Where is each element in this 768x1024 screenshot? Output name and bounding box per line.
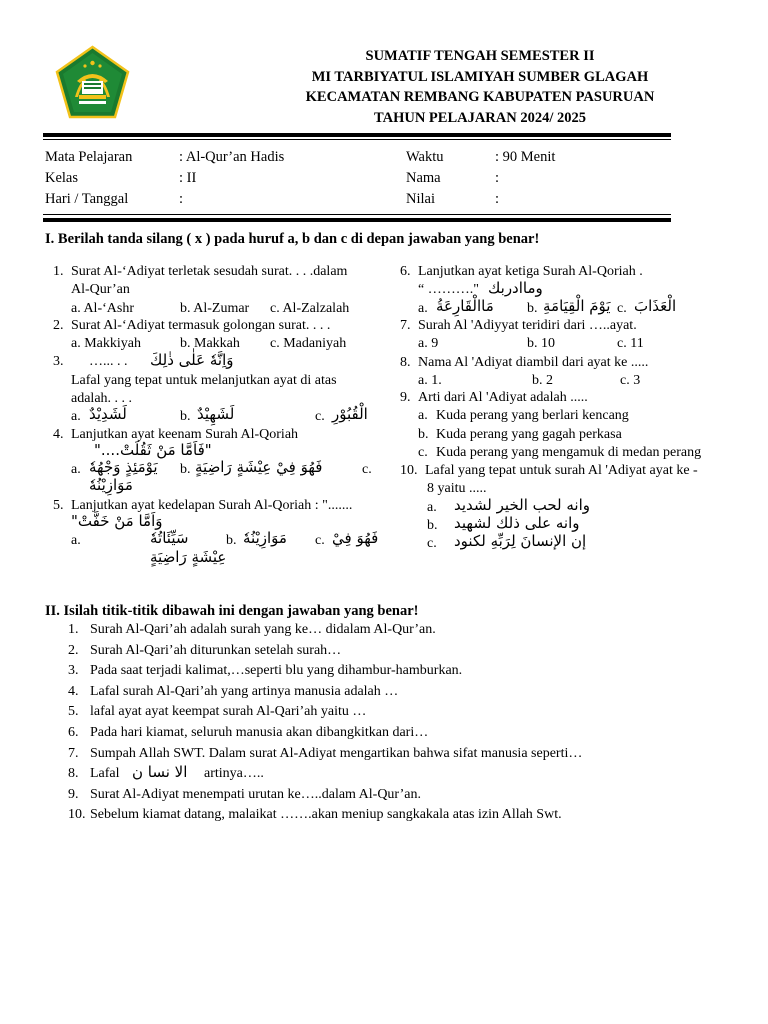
header-divider-thick [43,133,671,137]
option-b-text: Kuda perang yang gagah perkasa [436,427,622,442]
option-c: c. 3 [620,373,641,388]
nilai-value: : [495,191,500,207]
question-text: Lanjutkan ayat kedelapan Surah Al-Qoriah : "....... [71,498,353,513]
nama-value: : [495,170,500,186]
option-b-label: b. [418,427,429,442]
option-a-label: a. [418,408,428,423]
option-b-label: b. [527,301,538,316]
question-number: 10. [400,463,418,478]
item-number: 2. [68,642,79,658]
item-text: lafal ayat ayat keempat surah Al-Qari’ah yaitu … [90,704,367,720]
option-c: c. 11 [617,336,644,351]
question-number: 2. [53,318,64,333]
item-number: 8. [68,766,79,782]
arabic-verse: وَاِنَّهٗ عَلٰى ذٰلِكَ [150,351,234,369]
item-text: Pada hari kiamat, seluruh manusia akan dibangkitkan dari… [90,724,429,740]
question-number: 4. [53,427,64,442]
question-number: 9. [400,390,411,405]
header-divider-thin [43,139,671,140]
item-arabic: الا نسا ن [132,763,188,782]
question-text: Surat Al-‘Adiyat terletak sesudah surat. . . .dalam [71,264,348,279]
item-number: 9. [68,786,79,802]
nama-label: Nama [406,170,441,186]
option-b-arabic: لَشَهِيْدٌ [197,405,235,423]
option-b-label: b. [226,533,237,548]
question-text: Al-Qur’an [71,282,130,297]
option-c-label: c. [362,462,372,477]
hari-label: Hari / Tanggal [45,191,129,207]
question-text: Lanjutkan ayat ketiga Surah Al-Qoriah . [418,264,643,279]
option-a-label: a. [71,462,81,477]
option-c-label: c. [427,536,437,551]
question-number: 1. [53,264,64,279]
option-b: b. Makkah [180,336,240,351]
option-a: a. Makkiyah [71,336,141,351]
question-text: Lafal yang tepat untuk melanjutkan ayat di atas [71,373,337,388]
question-text: Surah Al 'Adiyyat teridiri dari …..ayat. [418,318,637,333]
item-text: Sumpah Allah SWT. Dalam surat Al-Adiyat mengartikan bahwa sifat manusia seperti… [90,745,583,761]
option-b: b. Al-Zumar [180,301,250,316]
option-c-label: c. [315,533,325,548]
header-line-4: TAHUN PELAJARAN 2024/ 2025 [374,109,586,126]
header-line-1: SUMATIF TENGAH SEMESTER II [365,48,595,64]
question-text: Surat Al-‘Adiyat termasuk golongan surat. . . . [71,318,331,333]
question-number: 8. [400,355,411,370]
option-b: b. 2 [532,373,553,388]
section-2-title: II. Isilah titik-titik dibawah ini dengan jawaban yang benar! [45,603,419,619]
waktu-value: : 90 Menit [495,149,556,165]
question-text: 8 yaitu ..... [427,481,487,496]
item-number: 3. [68,663,79,679]
item-text: Surat Al-Adiyat menempati urutan ke…..dalam Al-Qur’an. [90,786,421,802]
question-text: Lanjutkan ayat keenam Surah Al-Qoriah [71,427,299,442]
option-c: c. Al-Zalzalah [270,301,350,316]
option-c-arabic-cont: عِيْشَةٍ رَاضِيَةٍ [150,548,227,566]
section-1-title: I. Berilah tanda silang ( x ) pada huruf a, b dan c di depan jawaban yang benar! [45,231,540,247]
option-a-arabic: مَاالْقَارِعَةُ [436,297,494,315]
mapel-label: Mata Pelajaran [45,149,133,165]
option-c-arabic: الْقُبُوْرِ [332,405,368,423]
question-text: “ ………." [418,282,479,297]
option-a: a. Al-‘Ashr [71,301,134,316]
option-c-arabic: مَوَازِيْنُهٗ [89,476,133,494]
arabic-verse: وماادربك [488,279,543,297]
question-text: Nama Al 'Adiyat diambil dari ayat ke ..... [418,355,649,370]
option-c: c. Madaniyah [270,336,347,351]
waktu-label: Waktu [406,149,444,165]
item-text: Sebelum kiamat datang, malaikat …….akan meniup sangkakala atas izin Allah Swt. [90,807,562,823]
option-c-arabic: إن الإنسانَ لِرَبِّهِ لكنود [454,532,587,550]
item-text: Surah Al-Qari’ah adalah surah yang ke… didalam Al-Qur’an. [90,622,436,637]
item-number: 7. [68,745,79,761]
arabic-verse: "فَاَمَّا مَنْ ثَقُلَتْ...." [94,441,212,459]
item-number: 5. [68,704,79,720]
header-line-2: MI TARBIYATUL ISLAMIYAH SUMBER GLAGAH [311,68,649,85]
option-b-arabic: وانه على ذلك لشهيد [454,514,580,532]
kelas-value: : II [179,170,197,186]
kelas-label: Kelas [45,170,79,186]
question-text: Lafal yang tepat untuk surah Al 'Adiyat ayat ke - [425,463,698,478]
question-text: Arti dari Al 'Adiyat adalah ..... [418,390,588,405]
item-text: Surah Al-Qari’ah diturunkan setelah surah… [90,642,342,658]
option-a: a. 1. [418,373,442,388]
exam-header [270,46,690,128]
item-text: Lafal surah Al-Qari’ah yang artinya manusia adalah … [90,683,399,699]
header-line-3: KECAMATAN REMBANG KABUPATEN PASURUAN [305,89,655,105]
arabic-verse: وَاَمَّا مَنْ خَفَّتْ" [71,512,163,530]
option-a-arabic: سَيِّئَاتُهٗ [150,529,189,547]
option-a-label: a. [71,409,81,424]
option-a-label: a. [427,500,437,515]
question-number: 6. [400,264,411,279]
question-number: 5. [53,498,64,513]
option-b-label: b. [180,409,191,424]
item-text: Pada saat terjadi kalimat,…seperti blu yang dihambur-hamburkan. [90,663,463,679]
school-logo [55,45,130,120]
option-b-arabic: فَهُوَ فِيْ عِيْشَةٍ رَاضِيَةٍ [195,458,323,476]
option-a-arabic: لَشَدِيْدٌ [89,405,127,423]
option-b-label: b. [427,518,438,533]
option-b-label: b. [180,462,191,477]
option-a-label: a. [418,301,428,316]
item-number: 6. [68,724,79,740]
item-number: 4. [68,683,79,699]
nilai-label: Nilai [406,191,435,207]
item-number: 10. [68,807,86,823]
mapel-value: : Al-Qur’an Hadis [179,149,285,165]
question-text: adalah. . . . [71,391,133,406]
item-text: Lafal [90,766,120,782]
info-divider-thin [43,214,671,215]
option-b-arabic: مَوَازِيْنُهٗ [243,529,287,547]
option-a-arabic: يَوْمَئِذٍ وَجْهُهٗ [89,458,158,476]
option-c-text: Kuda perang yang mengamuk di medan perang [436,445,702,460]
option-a-arabic: وانه لحب الخير لشديد [454,496,591,514]
option-c-arabic: الْعَذَابَ [634,297,677,315]
question-number: 7. [400,318,411,333]
item-number: 1. [68,622,79,637]
question-number: 3. [53,354,64,369]
option-b: b. 10 [527,336,555,351]
option-b-arabic: يَوْمَ الْقِيَامَةِ [543,297,611,315]
option-c-arabic: فَهُوَ فِيْ [332,529,379,547]
item-text-cont: artinya….. [204,766,264,782]
hari-value: : [179,191,184,207]
option-c-label: c. [315,409,325,424]
option-c-label: c. [418,445,428,460]
question-text: …... . . [89,354,128,369]
option-c-label: c. [617,301,627,316]
info-divider-thick [43,218,671,222]
option-a-text: Kuda perang yang berlari kencang [436,408,629,423]
option-a-label: a. [71,533,81,548]
option-a: a. 9 [418,336,439,351]
